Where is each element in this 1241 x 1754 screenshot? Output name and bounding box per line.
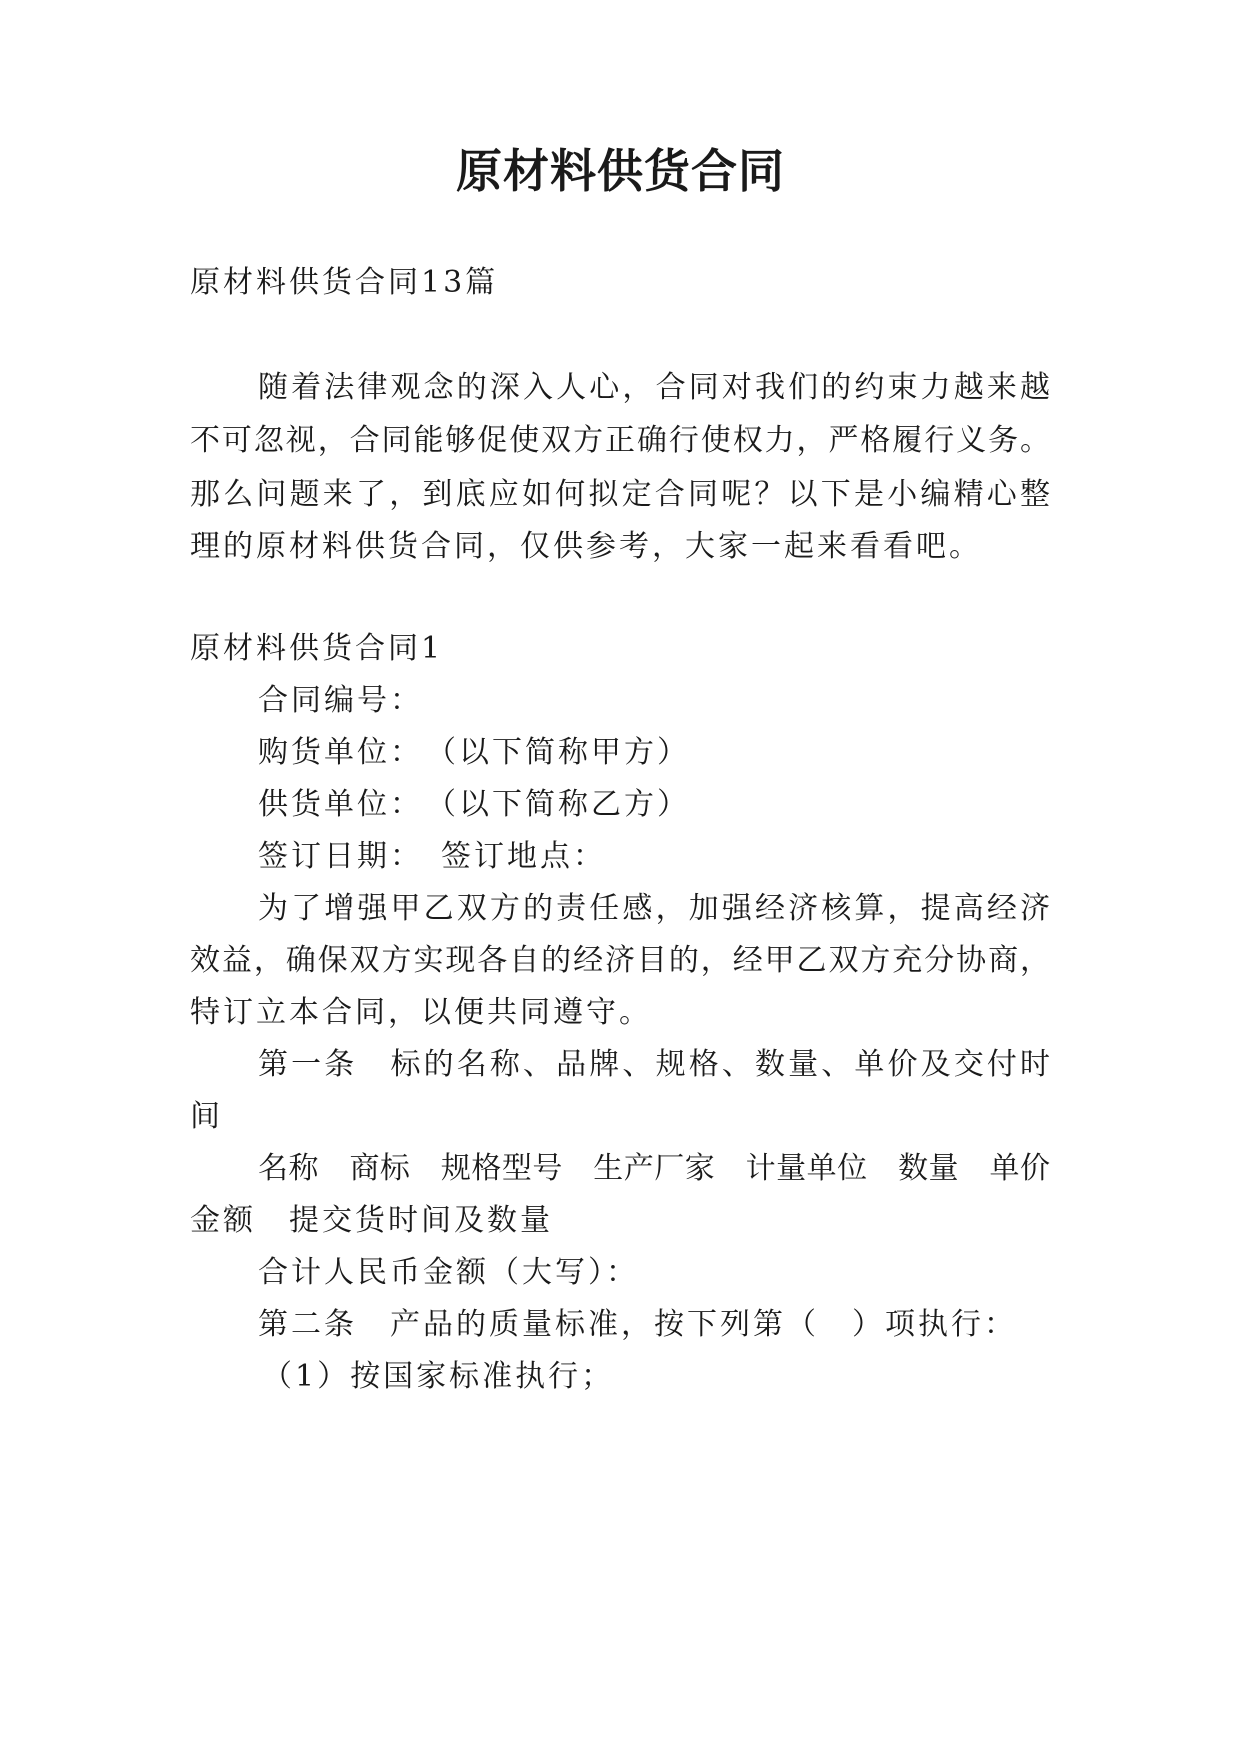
document-title: 原材料供货合同 bbox=[456, 144, 785, 198]
table-header-line-2: 金额 提交货时间及数量 bbox=[190, 1203, 553, 1238]
purpose-line-2: 效益，确保双方实现各自的经济目的，经甲乙双方充分协商， bbox=[190, 943, 1050, 978]
intro-line-2: 不可忽视，合同能够促使双方正确行使权力，严格履行义务。 bbox=[190, 423, 1050, 458]
total-amount-field: 合计人民币金额（大写）： bbox=[258, 1255, 639, 1290]
purpose-line-1: 为了增强甲乙双方的责任感，加强经济核算，提高经济 bbox=[258, 891, 1050, 926]
contract-number-field: 合同编号： bbox=[258, 683, 423, 718]
intro-line-4: 理的原材料供货合同，仅供参考，大家一起来看看吧。 bbox=[190, 529, 982, 564]
table-header-line-1: 名称 商标 规格型号 生产厂家 计量单位 数量 单价 bbox=[258, 1151, 1050, 1186]
article-1-line-1: 第一条 标的名称、品牌、规格、数量、单价及交付时 bbox=[258, 1047, 1050, 1082]
quality-item-1: （1）按国家标准执行； bbox=[262, 1359, 615, 1394]
article-1-line-2: 间 bbox=[190, 1099, 223, 1134]
section-heading: 原材料供货合同1 bbox=[190, 631, 444, 666]
intro-line-1: 随着法律观念的深入人心，合同对我们的约束力越来越 bbox=[258, 370, 1050, 405]
sign-info-field: 签订日期： 签订地点： bbox=[258, 839, 606, 874]
buyer-field: 购货单位： （以下简称甲方） bbox=[258, 735, 690, 770]
article-2: 第二条 产品的质量标准，按下列第（ ）项执行： bbox=[258, 1307, 1017, 1342]
purpose-line-3: 特订立本合同，以便共同遵守。 bbox=[190, 995, 652, 1030]
intro-line-3: 那么问题来了，到底应如何拟定合同呢？以下是小编精心整 bbox=[190, 477, 1050, 512]
document-subtitle: 原材料供货合同13篇 bbox=[190, 265, 499, 300]
supplier-field: 供货单位： （以下简称乙方） bbox=[258, 787, 690, 822]
